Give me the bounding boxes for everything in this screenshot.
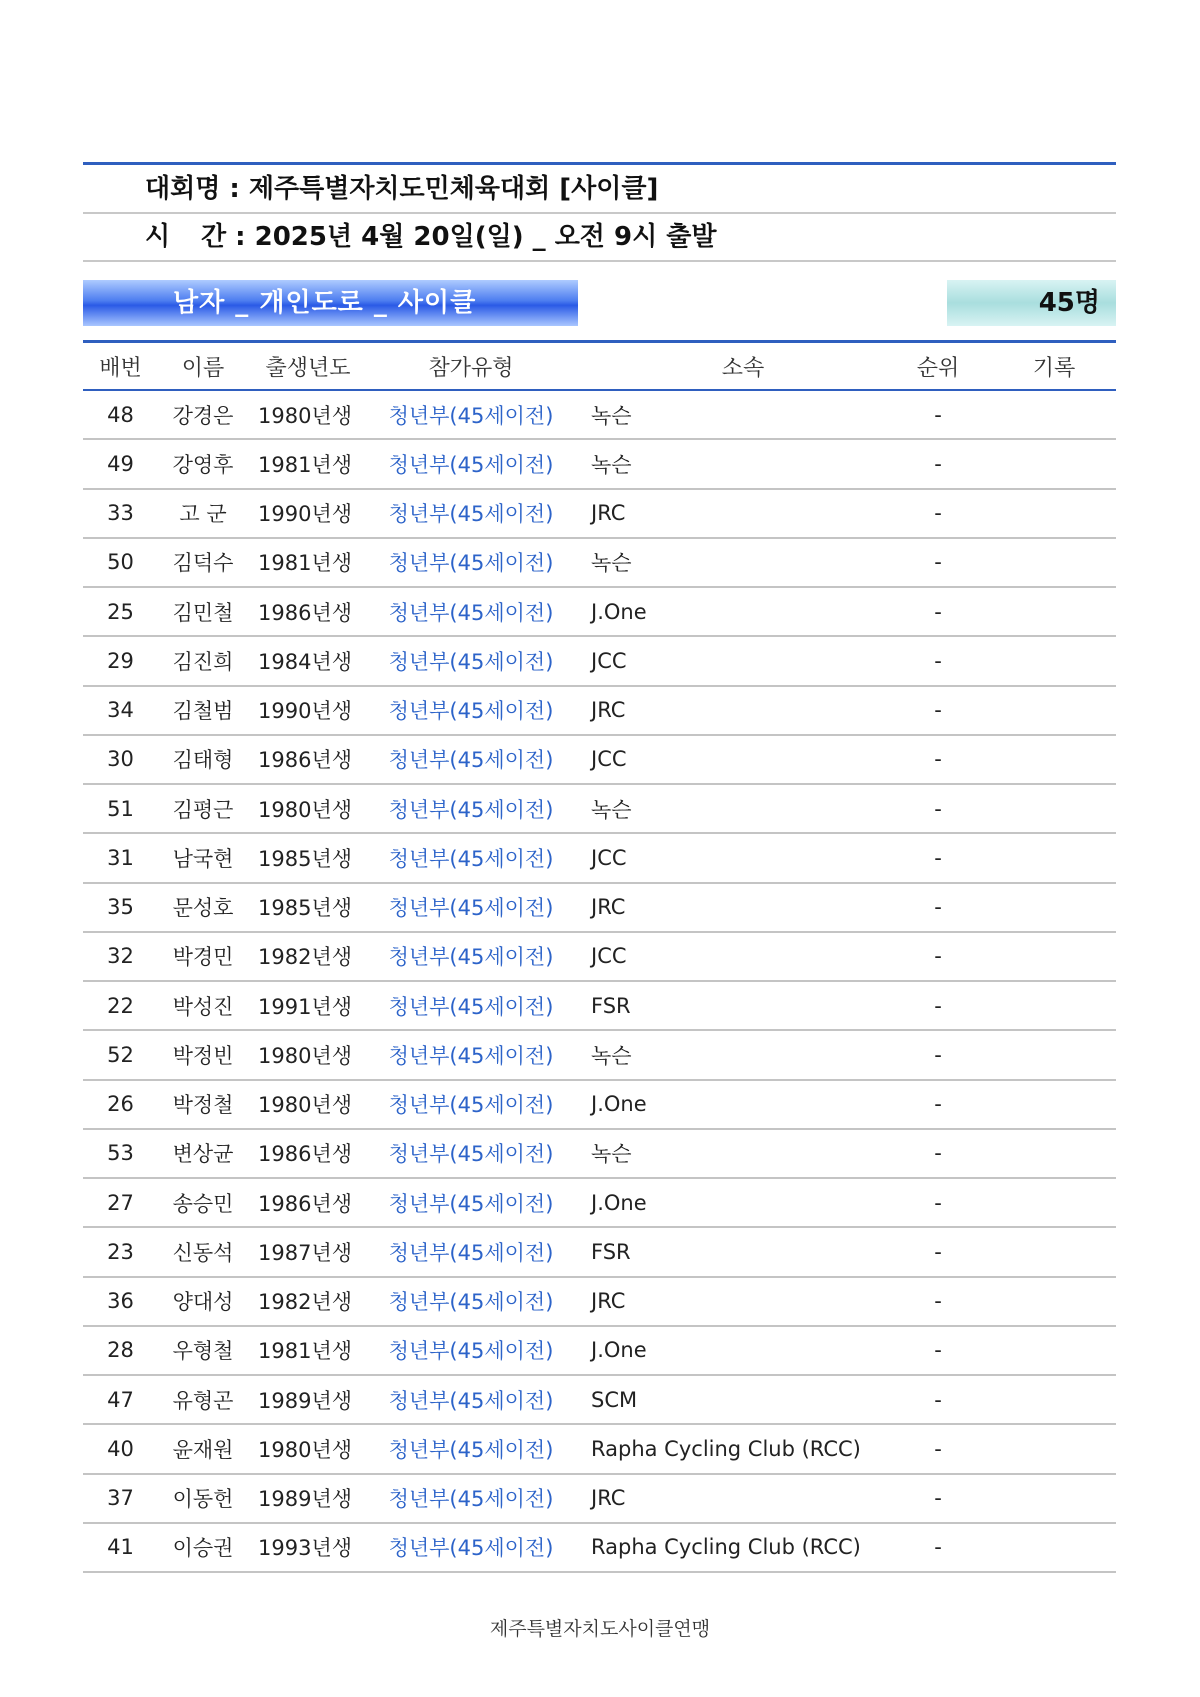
cell-rank: - bbox=[934, 1338, 942, 1363]
cell-number: 31 bbox=[107, 845, 134, 870]
cell-record bbox=[999, 391, 1109, 438]
cell-birth-year: 1987년생 bbox=[258, 1240, 353, 1265]
cell-rank: - bbox=[934, 402, 942, 427]
cell-affiliation: JCC bbox=[591, 747, 627, 772]
cell-entry-type: 청년부(45세이전) bbox=[388, 1191, 554, 1216]
top-divider bbox=[83, 162, 1116, 165]
cell-record bbox=[999, 637, 1109, 684]
cell-number: 26 bbox=[107, 1092, 134, 1117]
cell-affiliation: SCM bbox=[591, 1387, 638, 1412]
cell-record bbox=[999, 1031, 1109, 1078]
table-row bbox=[83, 1475, 1116, 1524]
participant-count-box bbox=[947, 280, 1116, 326]
table-row bbox=[83, 834, 1116, 883]
cell-name: 문성호 bbox=[172, 896, 234, 921]
cell-entry-type: 청년부(45세이전) bbox=[388, 600, 554, 625]
cell-birth-year: 1986년생 bbox=[258, 748, 353, 773]
cell-entry-type: 청년부(45세이전) bbox=[388, 1240, 554, 1265]
cell-rank: - bbox=[934, 1486, 942, 1511]
cell-rank: - bbox=[934, 648, 942, 673]
cell-entry-type: 청년부(45세이전) bbox=[388, 1142, 554, 1167]
table-row bbox=[83, 1228, 1116, 1277]
cell-record bbox=[999, 785, 1109, 832]
cell-name: 강경은 bbox=[172, 403, 234, 428]
cell-affiliation: J.One bbox=[591, 1092, 647, 1117]
cell-rank: - bbox=[934, 698, 942, 723]
cell-record bbox=[999, 1228, 1109, 1275]
cell-number: 35 bbox=[107, 895, 134, 920]
cell-number: 28 bbox=[107, 1338, 134, 1363]
cell-birth-year: 1986년생 bbox=[258, 1142, 353, 1167]
cell-entry-type: 청년부(45세이전) bbox=[388, 748, 554, 773]
cell-entry-type: 청년부(45세이전) bbox=[388, 896, 554, 921]
cell-number: 51 bbox=[107, 796, 134, 821]
cell-name: 박정빈 bbox=[172, 1043, 234, 1068]
cell-entry-type: 청년부(45세이전) bbox=[388, 1043, 554, 1068]
cell-entry-type: 청년부(45세이전) bbox=[388, 502, 554, 527]
cell-birth-year: 1989년생 bbox=[258, 1388, 353, 1413]
event-time: 간 : 2025년 4월 20일(일) _ 오전 9시 출발 bbox=[201, 222, 717, 252]
cell-entry-type: 청년부(45세이전) bbox=[388, 1388, 554, 1413]
cell-affiliation: 녹슨 bbox=[591, 551, 632, 576]
cell-number: 23 bbox=[107, 1239, 134, 1264]
cell-number: 52 bbox=[107, 1042, 134, 1067]
cell-number: 32 bbox=[107, 944, 134, 969]
table-row bbox=[83, 391, 1116, 440]
cell-affiliation: J.One bbox=[591, 1338, 647, 1363]
table-row bbox=[83, 1524, 1116, 1573]
cell-affiliation: 녹슨 bbox=[591, 797, 632, 822]
cell-rank: - bbox=[934, 451, 942, 476]
cell-entry-type: 청년부(45세이전) bbox=[388, 1437, 554, 1462]
cell-record bbox=[999, 1179, 1109, 1226]
cell-rank: - bbox=[934, 1042, 942, 1067]
cell-birth-year: 1981년생 bbox=[258, 551, 353, 576]
table-row bbox=[83, 1179, 1116, 1228]
cell-record bbox=[999, 440, 1109, 487]
cell-record bbox=[999, 1524, 1109, 1571]
cell-record bbox=[999, 687, 1109, 734]
cell-entry-type: 청년부(45세이전) bbox=[388, 994, 554, 1019]
table-row bbox=[83, 933, 1116, 982]
cell-number: 41 bbox=[107, 1535, 134, 1560]
cell-rank: - bbox=[934, 550, 942, 575]
cell-name: 박성진 bbox=[172, 994, 234, 1019]
cell-affiliation: 녹슨 bbox=[591, 1043, 632, 1068]
cell-rank: - bbox=[934, 1436, 942, 1461]
cell-birth-year: 1980년생 bbox=[258, 797, 353, 822]
event-name: 대회명 : 제주특별자치도민체육대회 [사이클] bbox=[145, 174, 659, 204]
cell-entry-type: 청년부(45세이전) bbox=[388, 945, 554, 970]
table-row bbox=[83, 1376, 1116, 1425]
table-row bbox=[83, 1278, 1116, 1327]
cell-rank: - bbox=[934, 1289, 942, 1314]
cell-rank: - bbox=[934, 599, 942, 624]
cell-number: 37 bbox=[107, 1486, 134, 1511]
cell-name: 유형곤 bbox=[172, 1388, 234, 1413]
cell-affiliation: 녹슨 bbox=[591, 403, 632, 428]
cell-rank: - bbox=[934, 845, 942, 870]
cell-birth-year: 1986년생 bbox=[258, 1191, 353, 1216]
cell-name: 김평근 bbox=[172, 797, 234, 822]
cell-record bbox=[999, 1278, 1109, 1325]
cell-entry-type: 청년부(45세이전) bbox=[388, 1487, 554, 1512]
cell-name: 양대성 bbox=[172, 1290, 234, 1315]
cell-record bbox=[999, 884, 1109, 931]
table-row bbox=[83, 1031, 1116, 1080]
cell-rank: - bbox=[934, 993, 942, 1018]
cell-affiliation: 녹슨 bbox=[591, 452, 632, 477]
cell-name: 김철범 bbox=[172, 699, 234, 724]
table-row bbox=[83, 588, 1116, 637]
cell-number: 47 bbox=[107, 1387, 134, 1412]
cell-rank: - bbox=[934, 1190, 942, 1215]
cell-entry-type: 청년부(45세이전) bbox=[388, 699, 554, 724]
cell-record bbox=[999, 1425, 1109, 1472]
cell-number: 53 bbox=[107, 1141, 134, 1166]
cell-rank: - bbox=[934, 501, 942, 526]
cell-entry-type: 청년부(45세이전) bbox=[388, 452, 554, 477]
cell-record bbox=[999, 982, 1109, 1029]
cell-affiliation: FSR bbox=[591, 993, 631, 1018]
cell-affiliation: JRC bbox=[591, 501, 626, 526]
table-row bbox=[83, 490, 1116, 539]
cell-number: 40 bbox=[107, 1436, 134, 1461]
cell-birth-year: 1990년생 bbox=[258, 699, 353, 724]
cell-number: 36 bbox=[107, 1289, 134, 1314]
cell-name: 박경민 bbox=[172, 945, 234, 970]
cell-record bbox=[999, 1130, 1109, 1177]
cell-birth-year: 1982년생 bbox=[258, 1290, 353, 1315]
cell-birth-year: 1980년생 bbox=[258, 1043, 353, 1068]
table-row bbox=[83, 687, 1116, 736]
cell-number: 34 bbox=[107, 698, 134, 723]
cell-record bbox=[999, 588, 1109, 635]
cell-affiliation: J.One bbox=[591, 1190, 647, 1215]
cell-number: 22 bbox=[107, 993, 134, 1018]
cell-birth-year: 1984년생 bbox=[258, 649, 353, 674]
cell-name: 박정철 bbox=[172, 1093, 234, 1118]
cell-name: 남국현 bbox=[172, 846, 234, 871]
cell-entry-type: 청년부(45세이전) bbox=[388, 1290, 554, 1315]
cell-name: 신동석 bbox=[172, 1240, 234, 1265]
cell-record bbox=[999, 736, 1109, 783]
cell-record bbox=[999, 834, 1109, 881]
table-row bbox=[83, 1081, 1116, 1130]
header-birth-year: 출생년도 bbox=[265, 355, 351, 381]
cell-birth-year: 1990년생 bbox=[258, 502, 353, 527]
cell-affiliation: JRC bbox=[591, 1289, 626, 1314]
cell-rank: - bbox=[934, 1141, 942, 1166]
cell-affiliation: JCC bbox=[591, 944, 627, 969]
cell-number: 33 bbox=[107, 501, 134, 526]
cell-record bbox=[999, 539, 1109, 586]
table-row bbox=[83, 1327, 1116, 1376]
cell-affiliation: JRC bbox=[591, 698, 626, 723]
event-name-line bbox=[83, 166, 1116, 214]
table-row bbox=[83, 1130, 1116, 1179]
header-name: 이름 bbox=[181, 355, 225, 381]
cell-rank: - bbox=[934, 1092, 942, 1117]
cell-birth-year: 1980년생 bbox=[258, 1437, 353, 1462]
cell-affiliation: Rapha Cycling Club (RCC) bbox=[591, 1535, 861, 1560]
cell-number: 25 bbox=[107, 599, 134, 624]
cell-entry-type: 청년부(45세이전) bbox=[388, 649, 554, 674]
cell-birth-year: 1981년생 bbox=[258, 1339, 353, 1364]
table-row bbox=[83, 785, 1116, 834]
cell-number: 30 bbox=[107, 747, 134, 772]
table-row bbox=[83, 1425, 1116, 1474]
cell-record bbox=[999, 1376, 1109, 1423]
cell-record bbox=[999, 1475, 1109, 1522]
cell-affiliation: JRC bbox=[591, 1486, 626, 1511]
cell-rank: - bbox=[934, 796, 942, 821]
footer-organization: 제주특별자치도사이클연맹 bbox=[489, 1618, 711, 1640]
cell-number: 29 bbox=[107, 648, 134, 673]
cell-number: 48 bbox=[107, 402, 134, 427]
cell-rank: - bbox=[934, 747, 942, 772]
cell-name: 송승민 bbox=[172, 1191, 234, 1216]
cell-record bbox=[999, 933, 1109, 980]
cell-affiliation: FSR bbox=[591, 1239, 631, 1264]
time-label: 시 bbox=[145, 222, 171, 252]
cell-entry-type: 청년부(45세이전) bbox=[388, 551, 554, 576]
table-row bbox=[83, 440, 1116, 489]
cell-birth-year: 1989년생 bbox=[258, 1487, 353, 1512]
cell-affiliation: JCC bbox=[591, 845, 627, 870]
cell-number: 27 bbox=[107, 1190, 134, 1215]
header-record: 기록 bbox=[1032, 355, 1076, 381]
cell-name: 윤재원 bbox=[172, 1437, 234, 1462]
table-row bbox=[83, 884, 1116, 933]
cell-rank: - bbox=[934, 895, 942, 920]
cell-affiliation: JCC bbox=[591, 648, 627, 673]
cell-record bbox=[999, 1081, 1109, 1128]
category-title: 남자 _ 개인도로 _ 사이클 bbox=[173, 288, 477, 318]
cell-birth-year: 1982년생 bbox=[258, 945, 353, 970]
header-rank: 순위 bbox=[916, 355, 960, 381]
participant-table-body bbox=[83, 391, 1116, 1573]
cell-birth-year: 1991년생 bbox=[258, 994, 353, 1019]
table-row bbox=[83, 637, 1116, 686]
cell-birth-year: 1985년생 bbox=[258, 896, 353, 921]
cell-number: 49 bbox=[107, 451, 134, 476]
cell-name: 고 군 bbox=[179, 502, 227, 527]
cell-rank: - bbox=[934, 1387, 942, 1412]
cell-affiliation: JRC bbox=[591, 895, 626, 920]
table-header bbox=[83, 343, 1116, 391]
cell-birth-year: 1980년생 bbox=[258, 403, 353, 428]
cell-birth-year: 1985년생 bbox=[258, 846, 353, 871]
cell-name: 강영후 bbox=[172, 452, 234, 477]
cell-birth-year: 1980년생 bbox=[258, 1093, 353, 1118]
cell-name: 김진희 bbox=[172, 649, 234, 674]
cell-entry-type: 청년부(45세이전) bbox=[388, 1536, 554, 1561]
table-row bbox=[83, 736, 1116, 785]
cell-affiliation: Rapha Cycling Club (RCC) bbox=[591, 1436, 861, 1461]
participant-count: 45명 bbox=[1038, 288, 1100, 318]
category-banner bbox=[83, 280, 578, 326]
cell-affiliation: 녹슨 bbox=[591, 1142, 632, 1167]
cell-rank: - bbox=[934, 944, 942, 969]
cell-record bbox=[999, 490, 1109, 537]
cell-birth-year: 1993년생 bbox=[258, 1536, 353, 1561]
table-row bbox=[83, 982, 1116, 1031]
cell-name: 이승권 bbox=[172, 1536, 234, 1561]
header-number: 배번 bbox=[99, 355, 142, 381]
cell-rank: - bbox=[934, 1239, 942, 1264]
cell-name: 우형철 bbox=[172, 1339, 234, 1364]
table-row bbox=[83, 539, 1116, 588]
cell-entry-type: 청년부(45세이전) bbox=[388, 403, 554, 428]
header-affiliation: 소속 bbox=[721, 355, 765, 381]
cell-name: 변상균 bbox=[172, 1142, 234, 1167]
cell-entry-type: 청년부(45세이전) bbox=[388, 1093, 554, 1118]
cell-name: 이동헌 bbox=[172, 1487, 234, 1512]
cell-number: 50 bbox=[107, 550, 134, 575]
cell-record bbox=[999, 1327, 1109, 1374]
cell-affiliation: J.One bbox=[591, 599, 647, 624]
cell-entry-type: 청년부(45세이전) bbox=[388, 1339, 554, 1364]
cell-entry-type: 청년부(45세이전) bbox=[388, 797, 554, 822]
cell-name: 김태형 bbox=[172, 748, 234, 773]
cell-name: 김덕수 bbox=[172, 551, 234, 576]
cell-name: 김민철 bbox=[172, 600, 234, 625]
cell-birth-year: 1981년생 bbox=[258, 452, 353, 477]
cell-rank: - bbox=[934, 1535, 942, 1560]
header-entry-type: 참가유형 bbox=[428, 355, 514, 381]
event-time-line bbox=[83, 214, 1116, 262]
cell-entry-type: 청년부(45세이전) bbox=[388, 846, 554, 871]
cell-birth-year: 1986년생 bbox=[258, 600, 353, 625]
